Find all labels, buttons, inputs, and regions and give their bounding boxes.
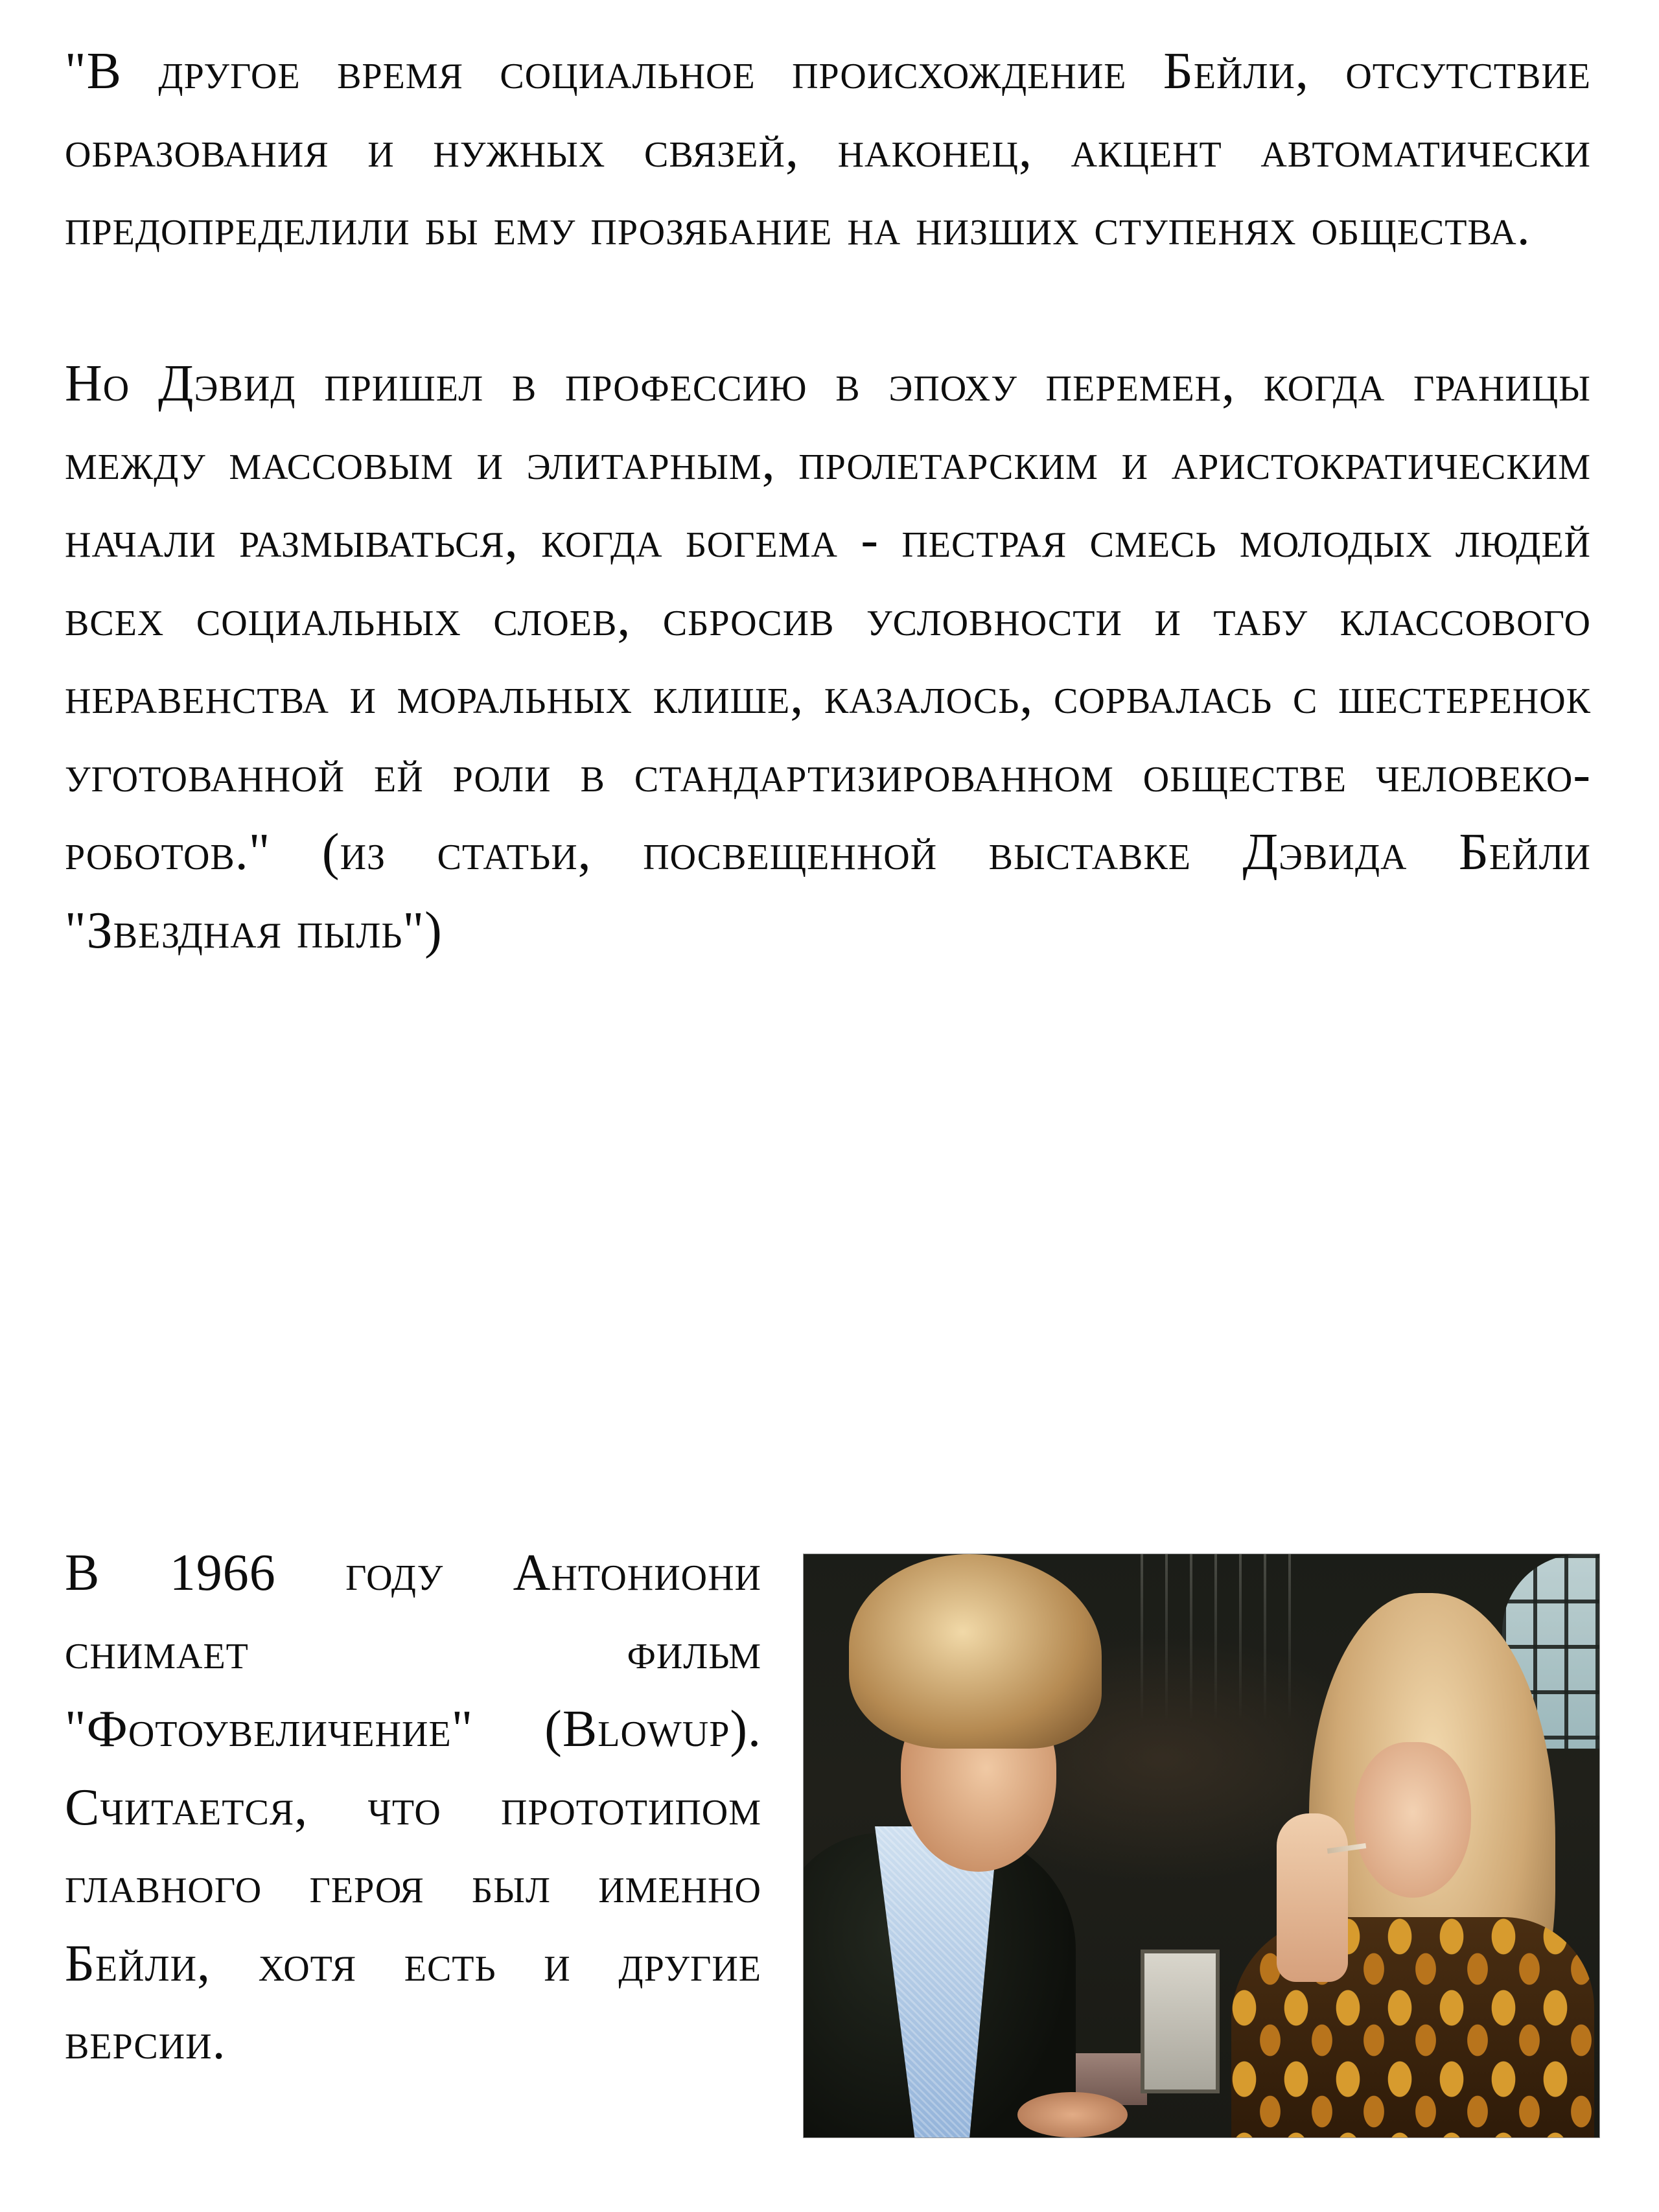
- chandelier-shape: [1141, 1554, 1309, 1723]
- man-hair-shape: [849, 1554, 1102, 1749]
- man-hand-shape: [1017, 2092, 1128, 2137]
- article-quote: [65, 32, 1591, 970]
- woman-face-shape: [1354, 1742, 1471, 1898]
- film-still-photo: [804, 1554, 1599, 2137]
- quote-paragraph-1: "В другое время социальное происхождение Бейли, отсутствие образования и нужных связей, наконец, акцент автоматически предопределили бы ему прозябание на низших ступенях общества.: [65, 43, 1591, 256]
- woman-hand-shape: [1277, 1813, 1348, 1982]
- quote-paragraph-2: Но Дэвид пришел в профессию в эпоху перемен, когда границы между массовым и элитарным, пролетарским и аристократическим начали размываться, когда богема - пестрая смесь молодых людей всех социальных слоев, сбросив условности и табу классового неравенства и моральных клише, казалось, сорвалась с шестеренок уготованной ей роли в стандартизированном обществе человеко-роботов." (из статьи, посвещенной выставке Дэвида Бейли "Звездная пыль"): [65, 355, 1592, 959]
- film-paragraph: В 1966 году Антониони снимает фильм "Фотоувеличение" (Blowup). Считается, что прототипом главного героя был именно Бейли, хотя есть и другие версии.: [65, 1544, 761, 2070]
- picture-frame-shape: [1141, 1950, 1220, 2093]
